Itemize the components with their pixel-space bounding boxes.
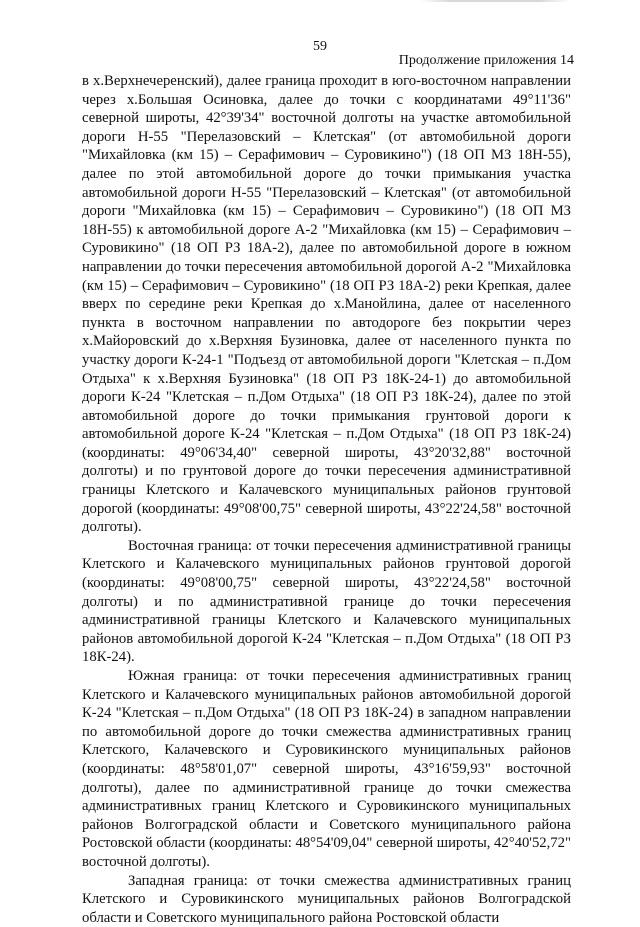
appendix-continuation-note: Продолжение приложения 14 — [398, 53, 574, 68]
paragraph-western-boundary: Западная граница: от точки смежества административных границ Клетского и Суровикинского муниципальных районов Волгоградской области и Советского муниципального района Ростовской области — [82, 872, 571, 926]
scan-artifact — [420, 0, 570, 2]
paragraph-northern-boundary-continuation: в х.Верхнечеренский), далее граница проходит в юго-восточном направлении через х.Большая Осиновка, далее до точки с координатами 49°11'36" северной широты, 42°39'34" восточной долготы на участке автомобильной дороги Н-55 "Перелазовский – Клетская" (от автомобильной дороги "Михайловка (км 15) – Серафимович – Суровикино") (18 ОП МЗ 18Н-55), далее по этой автомобильной дороге до точки примыкания участка автомобильной дороги Н-55 "Перелазовский – Клетская" (от автомобильной дороги "Михайловка (км 15) – Серафимович – Суровикино") (18 ОП МЗ 18Н-55) к автомобильной дороге А-2 "Михайловка (км 15) – Серафимович – Суровикино" (18 ОП РЗ 18А-2), далее по автомобильной дороге в южном направлении до точки пересечения автомобильной дорогой А-2 "Михайловка (км 15) – Серафимович – Суровикино" (18 ОП РЗ 18А-2) реки Крепкая, далее вверх по середине реки Крепкая до х.Манойлина, далее от населенного пункта в восточном направлении по автодороге без покрытии через х.Майоровский до х.Верхняя Бузиновка, далее от населенного пункта по участку дороги К-24-1 "Подъезд от автомобильной дороги "Клетская – п.Дом Отдыха" к х.Верхняя Бузиновка" (18 ОП РЗ 18К-24-1) до автомобильной дороги К-24 "Клетская – п.Дом Отдыха" (18 ОП РЗ 18К-24), далее по этой автомобильной дороге до точки примыкания грунтовой дороги к автомобильной дороге К-24 "Клетская – п.Дом Отдыха" (18 ОП РЗ 18К-24) (координаты: 49°06'34,40" северной широты, 43°20'32,88" восточной долготы) и по грунтовой дороге до точки пересечения административной границы Клетского и Калачевского муниципальных районов грунтовой дорогой (координаты: 49°08'00,75" северной широты, 43°22'24,58" восточной долготы). — [82, 73, 571, 536]
document-body — [82, 72, 571, 927]
paragraph-southern-boundary: Южная граница: от точки пересечения административных границ Клетского и Калачевского муниципальных районов автомобильной дорогой К-24 "Клетская – п.Дом Отдыха" (18 ОП РЗ 18К-24) в западном направлении по автомобильной дороге до точки смежества административных границ Клетского, Калачевского и Суровикинского муниципальных районов (координаты: 48°58'01,07" северной широты, 43°16'59,93" восточной долготы), далее по административной границе до точки смежества административных границ Клетского и Суровикинского муниципальных районов Волгоградской области и Советского муниципального района Ростовской области (координаты: 48°54'09,04" северной широты, 42°40'52,72" восточной долготы). — [82, 668, 571, 870]
page-number: 59 — [313, 39, 327, 54]
paragraph-eastern-boundary: Восточная граница: от точки пересечения административной границы Клетского и Калачевского муниципальных районов грунтовой дорогой (координаты: 49°08'00,75" северной широты, 43°22'24,58" восточной долготы) и по административной границе до точки пересечения административной границы Клетского и Калачевского муниципальных районов автомобильной дорогой К-24 "Клетская – п.Дом Отдыха" (18 ОП РЗ 18К-24). — [82, 537, 571, 666]
